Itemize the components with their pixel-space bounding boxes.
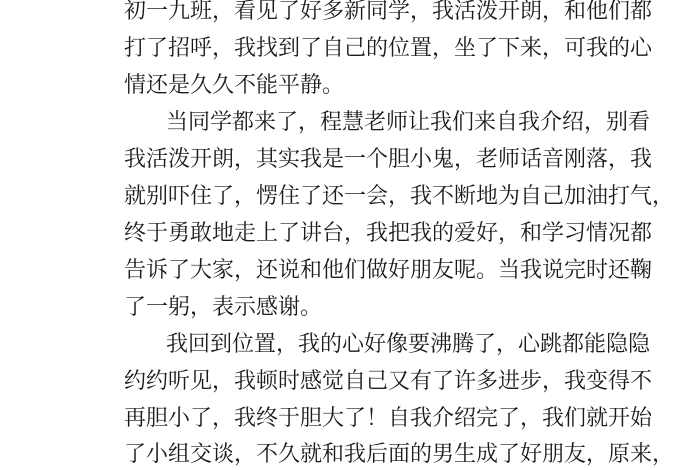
text-line: 就别吓住了，愣住了还一会，我不断地为自己加油打气，	[124, 184, 675, 209]
text-line: 了小组交谈，不久就和我后面的男生成了好朋友，原来，	[124, 442, 675, 467]
text-line: 了一躬，表示感谢。	[124, 295, 323, 320]
text-line: 情还是久久不能平静。	[124, 73, 345, 98]
text-line: 初一九班，看见了好多新同学，我活泼开朗，和他们都	[124, 0, 653, 24]
paragraph-first-line: 我回到位置，我的心好像要沸腾了，心跳都能隐隐	[166, 332, 651, 357]
text-line: 约约听见，我顿时感觉自己又有了许多进步，我变得不	[124, 369, 653, 394]
text-line: 打了招呼，我找到了自己的位置，坐了下来，可我的心	[124, 36, 653, 61]
paragraph-first-line: 当同学都来了，程慧老师让我们来自我介绍，别看	[166, 110, 651, 135]
text-line: 告诉了大家，还说和他们做好朋友呢。当我说完时还鞠	[124, 258, 653, 283]
text-line: 再胆小了，我终于胆大了！自我介绍完了，我们就开始	[124, 406, 653, 431]
text-line: 终于勇敢地走上了讲台，我把我的爱好，和学习情况都	[124, 221, 653, 246]
text-line: 我活泼开朗，其实我是一个胆小鬼，老师话音刚落，我	[124, 147, 653, 172]
